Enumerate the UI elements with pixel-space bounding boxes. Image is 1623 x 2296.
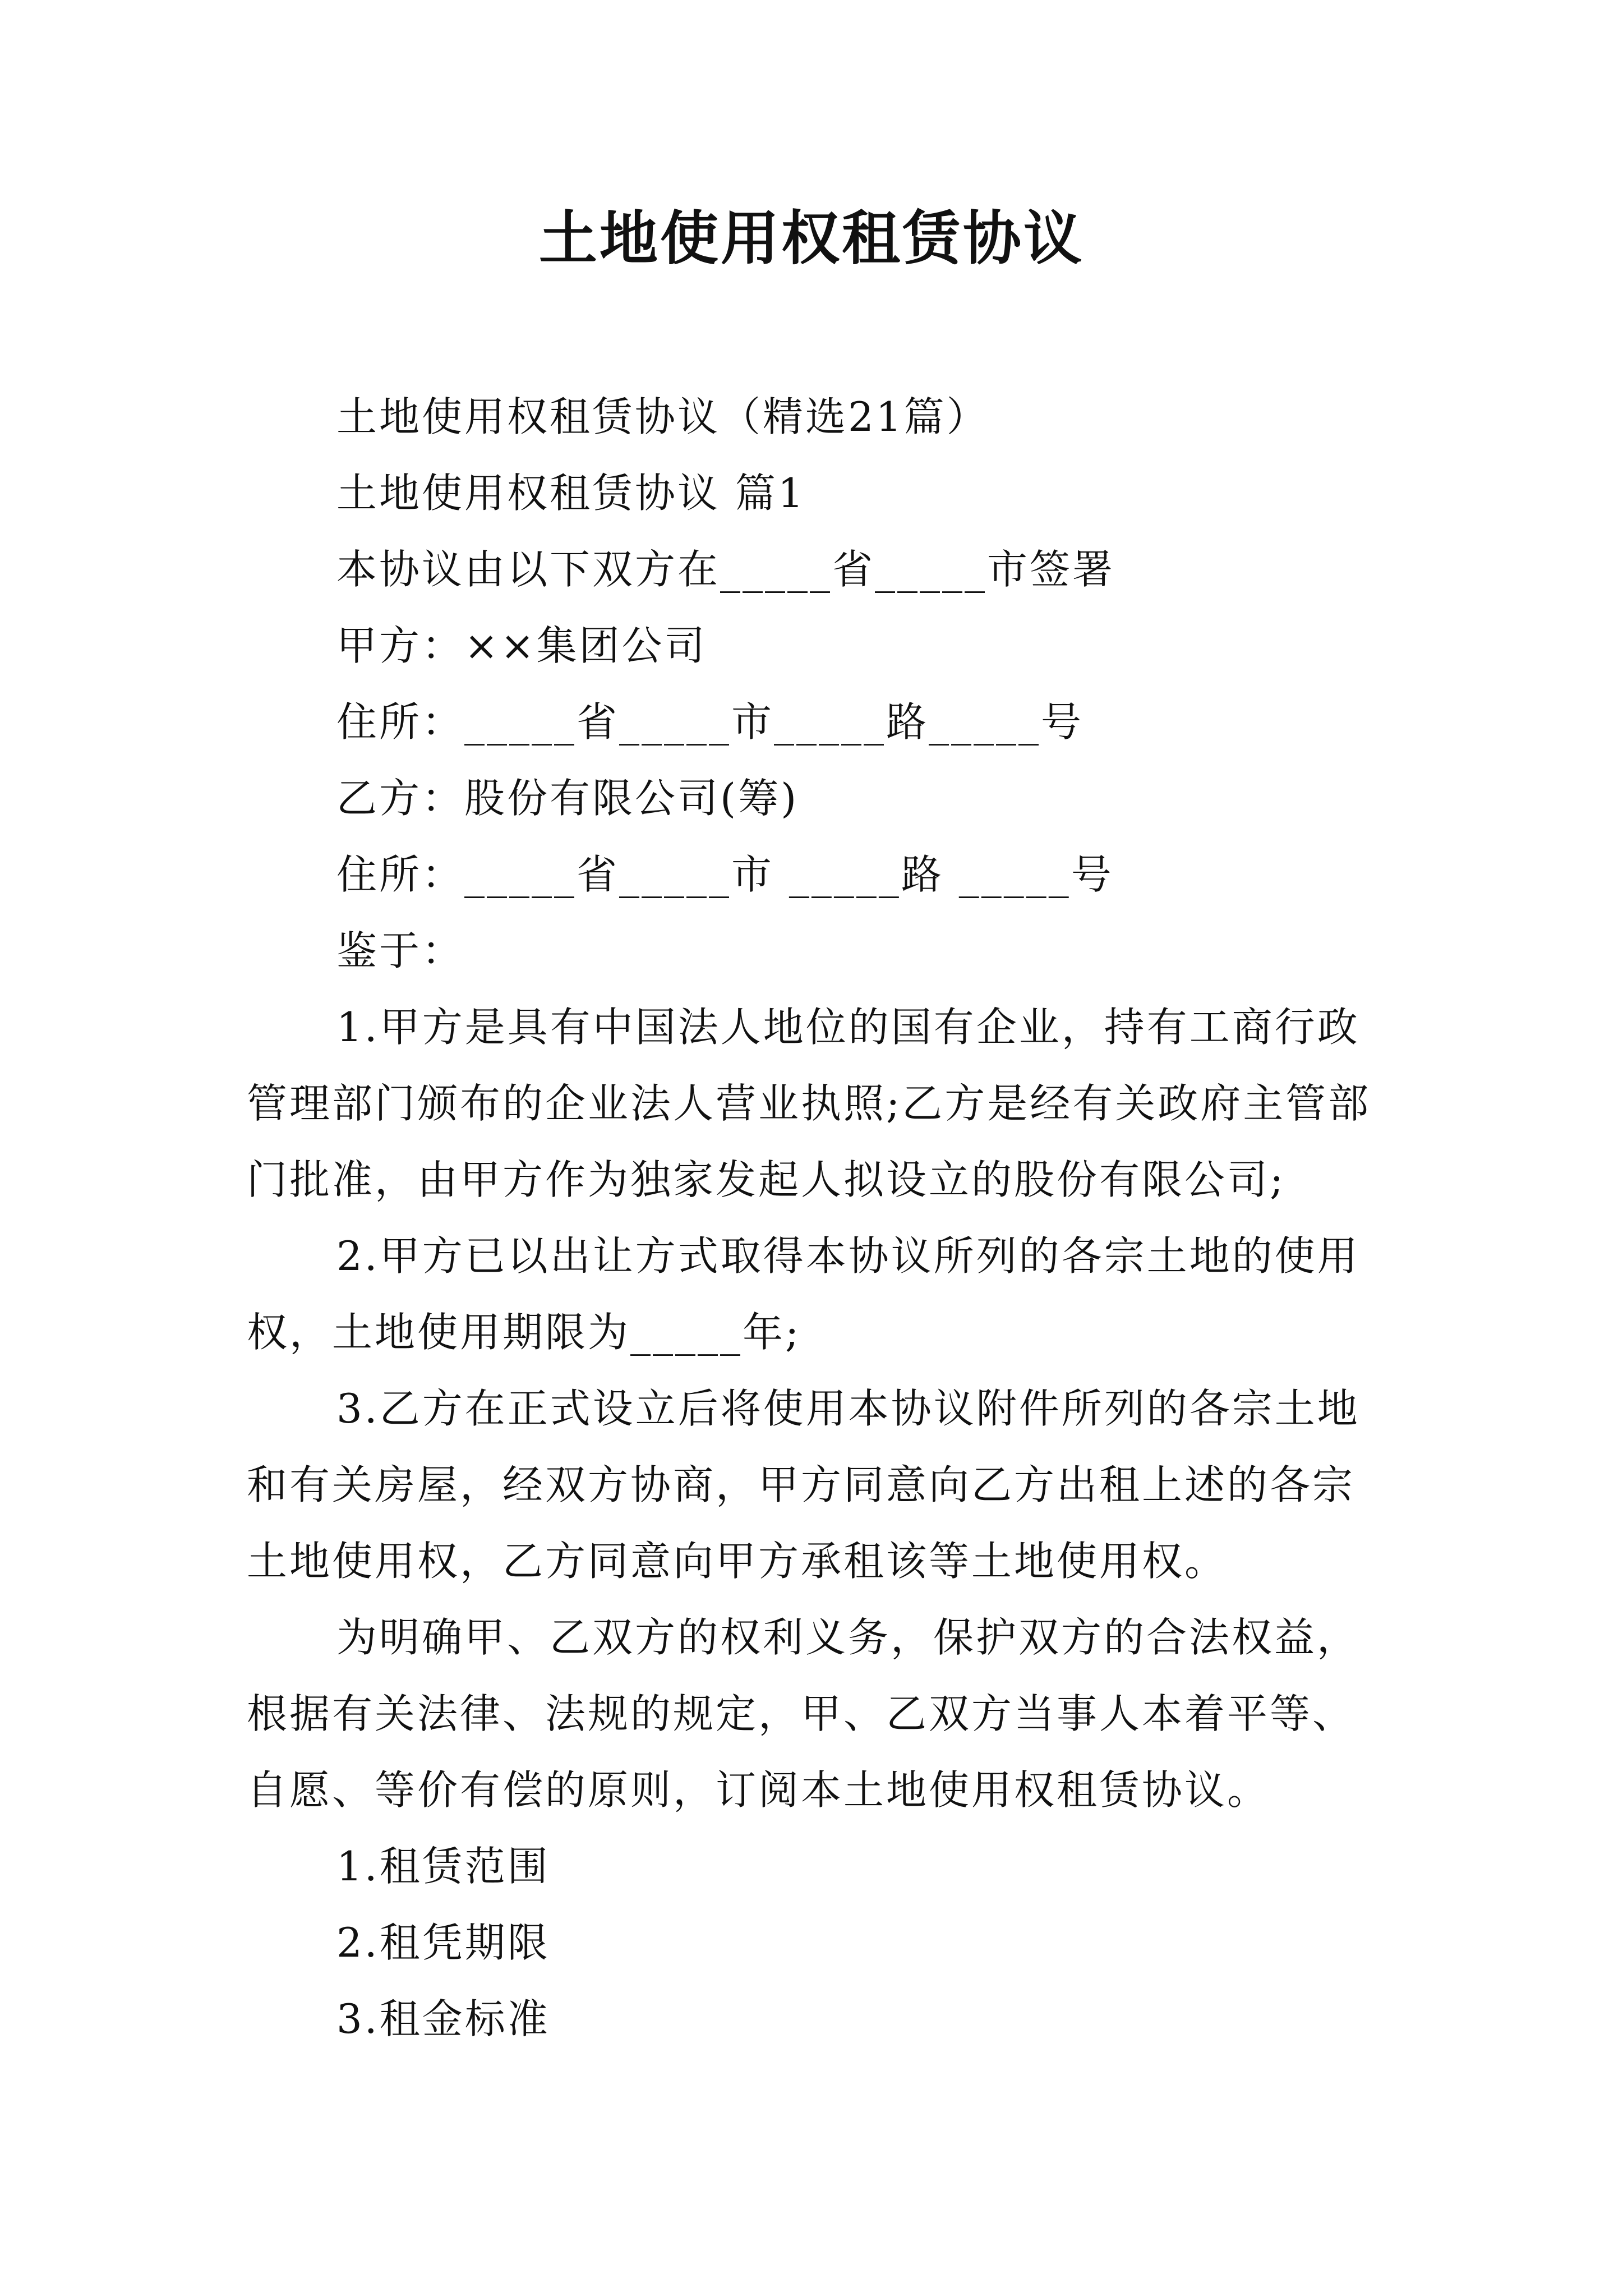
paragraph-purpose: 为明确甲、乙双方的权利义务，保护双方的合法权益，根据有关法律、法规的规定，甲、乙双方当事人本着平等、自愿、等价有偿的原则，订阅本土地使用权租赁协议。 [247,1614,1360,1814]
paragraph-signing-place: 本协议由以下双方在_____省_____市签署 [336,546,1115,593]
paragraph-recital-3: 3.乙方在正式设立后将使用本协议附件所列的各宗土地和有关房屋，经双方协商，甲方同意向乙方出租上述的各宗土地使用权，乙方同意向甲方承租该等土地使用权。 [247,1385,1360,1585]
paragraph-item-3: 3.租金标准 [336,1995,550,2042]
paragraph-section-heading: 土地使用权租赁协议 篇1 [336,470,806,517]
paragraph-party-a-address: 住所：_____省_____市_____路_____号 [336,698,1084,746]
paragraph-item-1: 1.租赁范围 [336,1843,550,1890]
paragraph-party-b: 乙方：股份有限公司(筹) [336,775,799,822]
paragraph-whereas: 鉴于： [336,927,465,974]
paragraph-recital-2: 2.甲方已以出让方式取得本协议所列的各宗土地的使用权，土地使用期限为_____年; [247,1232,1360,1356]
document-title: 土地使用权租赁协议 [538,204,1084,273]
paragraph-party-a: 甲方：××集团公司 [336,622,707,669]
paragraph-party-b-address: 住所：_____省_____市 _____路 _____号 [336,851,1114,898]
paragraph-recital-1: 1.甲方是具有中国法人地位的国有企业，持有工商行政管理部门颁布的企业法人营业执照;乙方是经有关政府主管部门批准，由甲方作为独家发起人拟设立的股份有限公司; [247,1004,1371,1203]
paragraph-subtitle: 土地使用权租赁协议（精选21篇） [336,393,989,440]
paragraph-item-2: 2.租凭期限 [336,1919,550,1966]
document-body [247,379,1391,2057]
